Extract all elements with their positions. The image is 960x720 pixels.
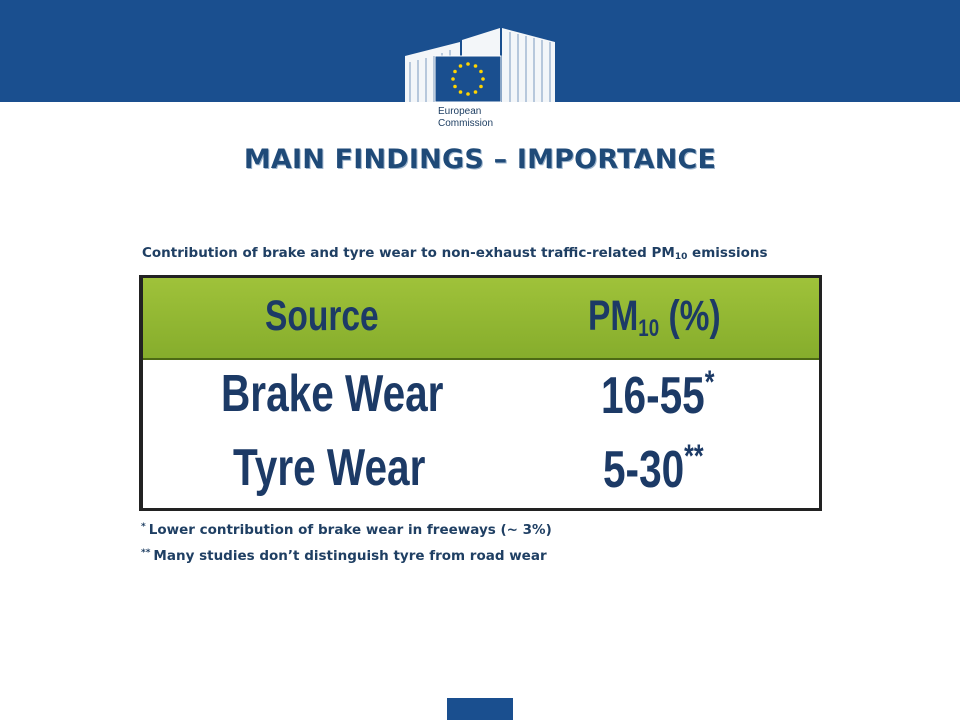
caption-subscript: 10 [674, 252, 688, 262]
caption-text: Contribution of brake and tyre wear to non-exhaust traffic-related PM [142, 245, 675, 261]
eu-star-icon [474, 64, 478, 68]
page-title: MAIN FINDINGS – IMPORTANCE [243, 144, 717, 175]
row-value-tyre: 5-30** [603, 438, 704, 499]
eu-star-icon [451, 77, 455, 81]
row-source-brake: Brake Wear [221, 365, 444, 423]
eu-star-icon [479, 85, 483, 89]
european-commission-logo [400, 18, 560, 134]
eu-star-icon [481, 77, 485, 81]
eu-star-icon [453, 85, 457, 89]
header-source: Source [265, 292, 379, 340]
logo-text-european: European [438, 106, 482, 117]
eu-star-icon [459, 90, 463, 94]
row-value-brake: 16-55* [601, 364, 715, 425]
footnote-brake: * Lower contribution of brake wear in freeways (~ 3%) [141, 522, 552, 538]
eu-star-icon [479, 70, 483, 74]
eu-star-icon [459, 64, 463, 68]
header-pm: $PM_{10}$ (%) [588, 292, 721, 342]
footnote-tyre: ** Many studies don’t distinguish tyre from road wear [141, 548, 547, 564]
bottom-flag-tab [447, 698, 513, 720]
eu-star-icon [474, 90, 478, 94]
eu-star-icon [453, 70, 457, 74]
caption-text-end: emissions [687, 245, 768, 261]
eu-star-icon [466, 92, 470, 96]
row-source-tyre: Tyre Wear [233, 439, 426, 497]
emissions-table [139, 275, 822, 511]
logo-text-commission: Commission [438, 118, 494, 129]
table-caption [142, 245, 832, 262]
eu-star-icon [466, 62, 470, 66]
